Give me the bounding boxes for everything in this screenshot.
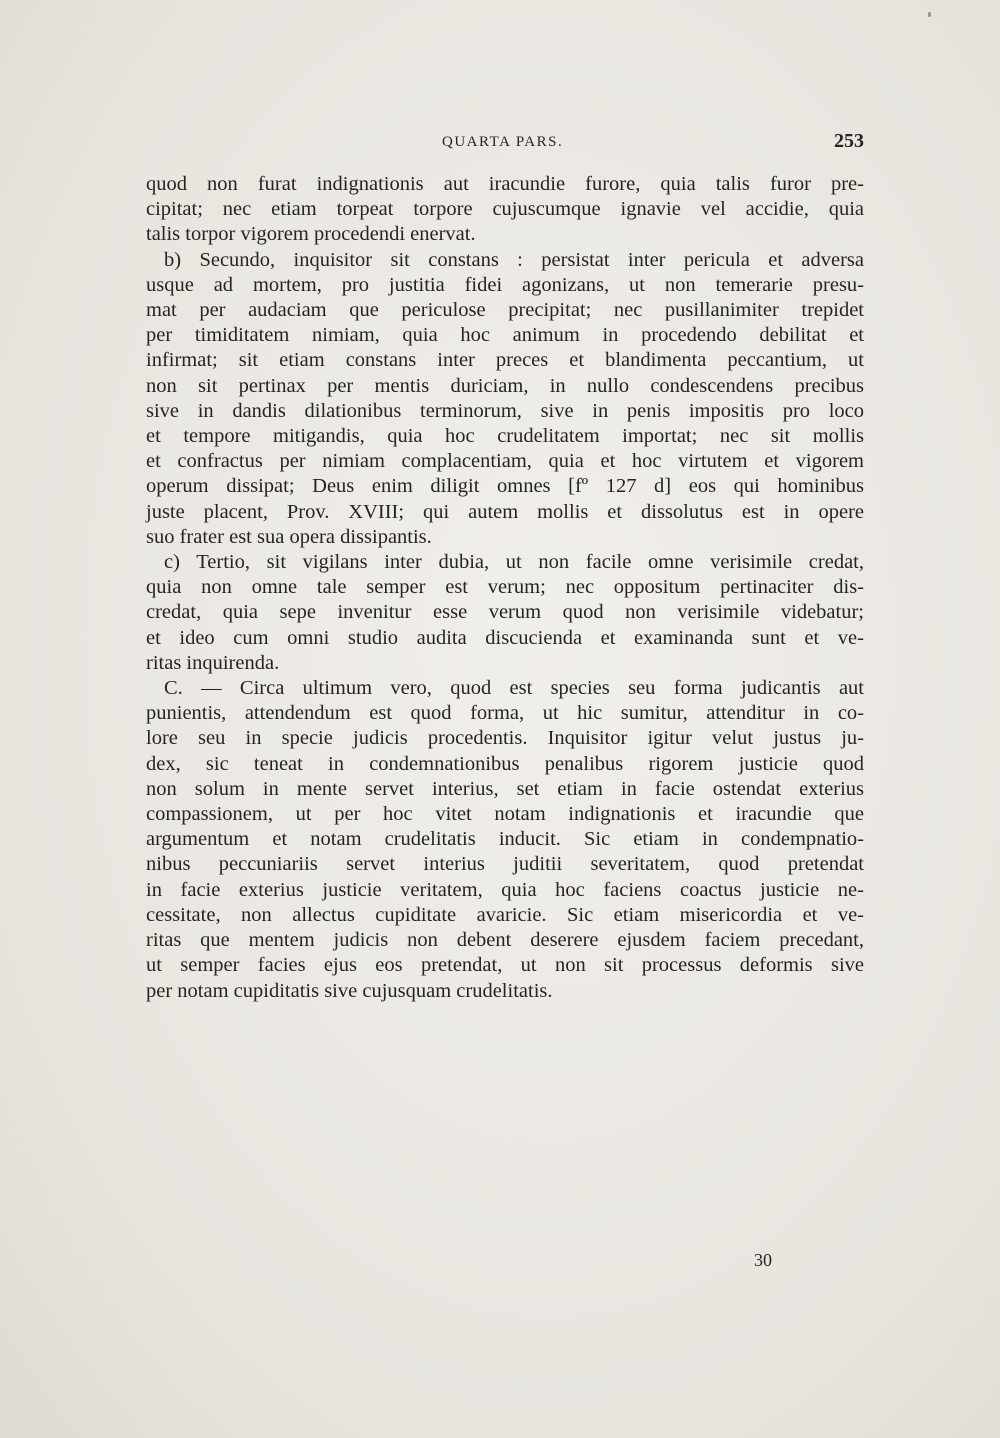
text-line: punientis, attendendum est quod forma, ut hic sumitur, attenditur in co- [146,702,864,725]
text-line: usque ad mortem, pro justitia fidei agonizans, ut non temerarie presu- [146,273,864,296]
text-line: quia non omne tale semper est verum; nec oppositum pertinaciter dis- [146,576,864,599]
text-line: suo frater est sua opera dissipantis. [146,525,432,548]
signature-mark: 30 [754,1250,772,1270]
text-line: juste placent, Prov. XVIII; qui autem mollis et dissolutus est in opere [146,500,864,523]
text-line: quod non furat indignationis aut iracundie furore, quia talis furor pre- [146,173,864,195]
text-line: non sit pertinax per mentis duriciam, in nullo condescendens precibus [146,374,864,397]
text-line: operum dissipat; Deus enim diligit omnes [fº 127 d] eos qui hominibus [146,475,864,498]
text-line: infirmat; sit etiam constans inter preces et blandimenta peccantium, ut [146,349,864,372]
text-line: c) Tertio, sit vigilans inter dubia, ut non facile omne verisimile credat, [164,551,864,574]
text-line: b) Secundo, inquisitor sit constans : persistat inter pericula et adversa [164,248,864,271]
text-line: et tempore mitigandis, quia hoc crudelitatem importat; nec sit mollis [146,425,864,448]
text-line: nibus peccuniariis servet interius juditii severitatem, quod pretendat [146,853,864,876]
text-line: talis torpor vigorem procedendi enervat. [146,223,476,246]
text-line: per notam cupiditatis sive cujusquam crudelitatis. [146,979,553,1002]
text-line: compassionem, ut per hoc vitet notam indignationis et iracundie que [146,803,864,826]
text-line: credat, quia sepe invenitur esse verum quod non verisimile videbatur; [146,601,864,624]
body-text [146,172,864,1004]
text-line: et ideo cum omni studio audita discucienda et examinanda sunt et ve- [146,626,864,649]
text-line: ritas que mentem judicis non debent deserere ejusdem faciem precedant, [146,929,864,952]
text-line: C. — Circa ultimum vero, quod est species seu forma judicantis aut [164,677,864,700]
text-line: sive in dandis dilationibus terminorum, sive in penis impositis pro loco [146,399,864,422]
text-line: in facie exterius justicie veritatem, quia hoc faciens coactus justicie ne- [146,878,864,901]
text-line: dex, sic teneat in condemnationibus penalibus rigorem justicie quod [146,752,864,775]
text-line: ut semper facies ejus eos pretendat, ut non sit processus deformis sive [146,954,864,977]
page-number: 253 [834,130,864,152]
text-line: argumentum et notam crudelitatis inducit. Sic etiam in condempnatio- [146,828,864,851]
running-title: QUARTA PARS. [442,134,564,150]
text-line: et confractus per nimiam complacentiam, quia et hoc virtutem et vigorem [146,450,864,473]
text-line: cessitate, non allectus cupiditate avaricie. Sic etiam misericordia et ve- [146,903,864,926]
text-line: non solum in mente servet interius, set etiam in facie ostendat exterius [146,777,864,800]
paper-speck [928,12,931,17]
text-line: lore seu in specie judicis procedentis. Inquisitor igitur velut justus ju- [146,727,864,750]
text-line: per timiditatem nimiam, quia hoc animum in procedendo debilitat et [146,324,864,347]
text-line: cipitat; nec etiam torpeat torpore cujuscumque ignavie vel accidie, quia [146,198,864,221]
text-line: mat per audaciam que periculose precipitat; nec pusillanimiter trepidet [146,299,864,322]
text-line: ritas inquirenda. [146,651,280,674]
page-header [146,130,864,160]
